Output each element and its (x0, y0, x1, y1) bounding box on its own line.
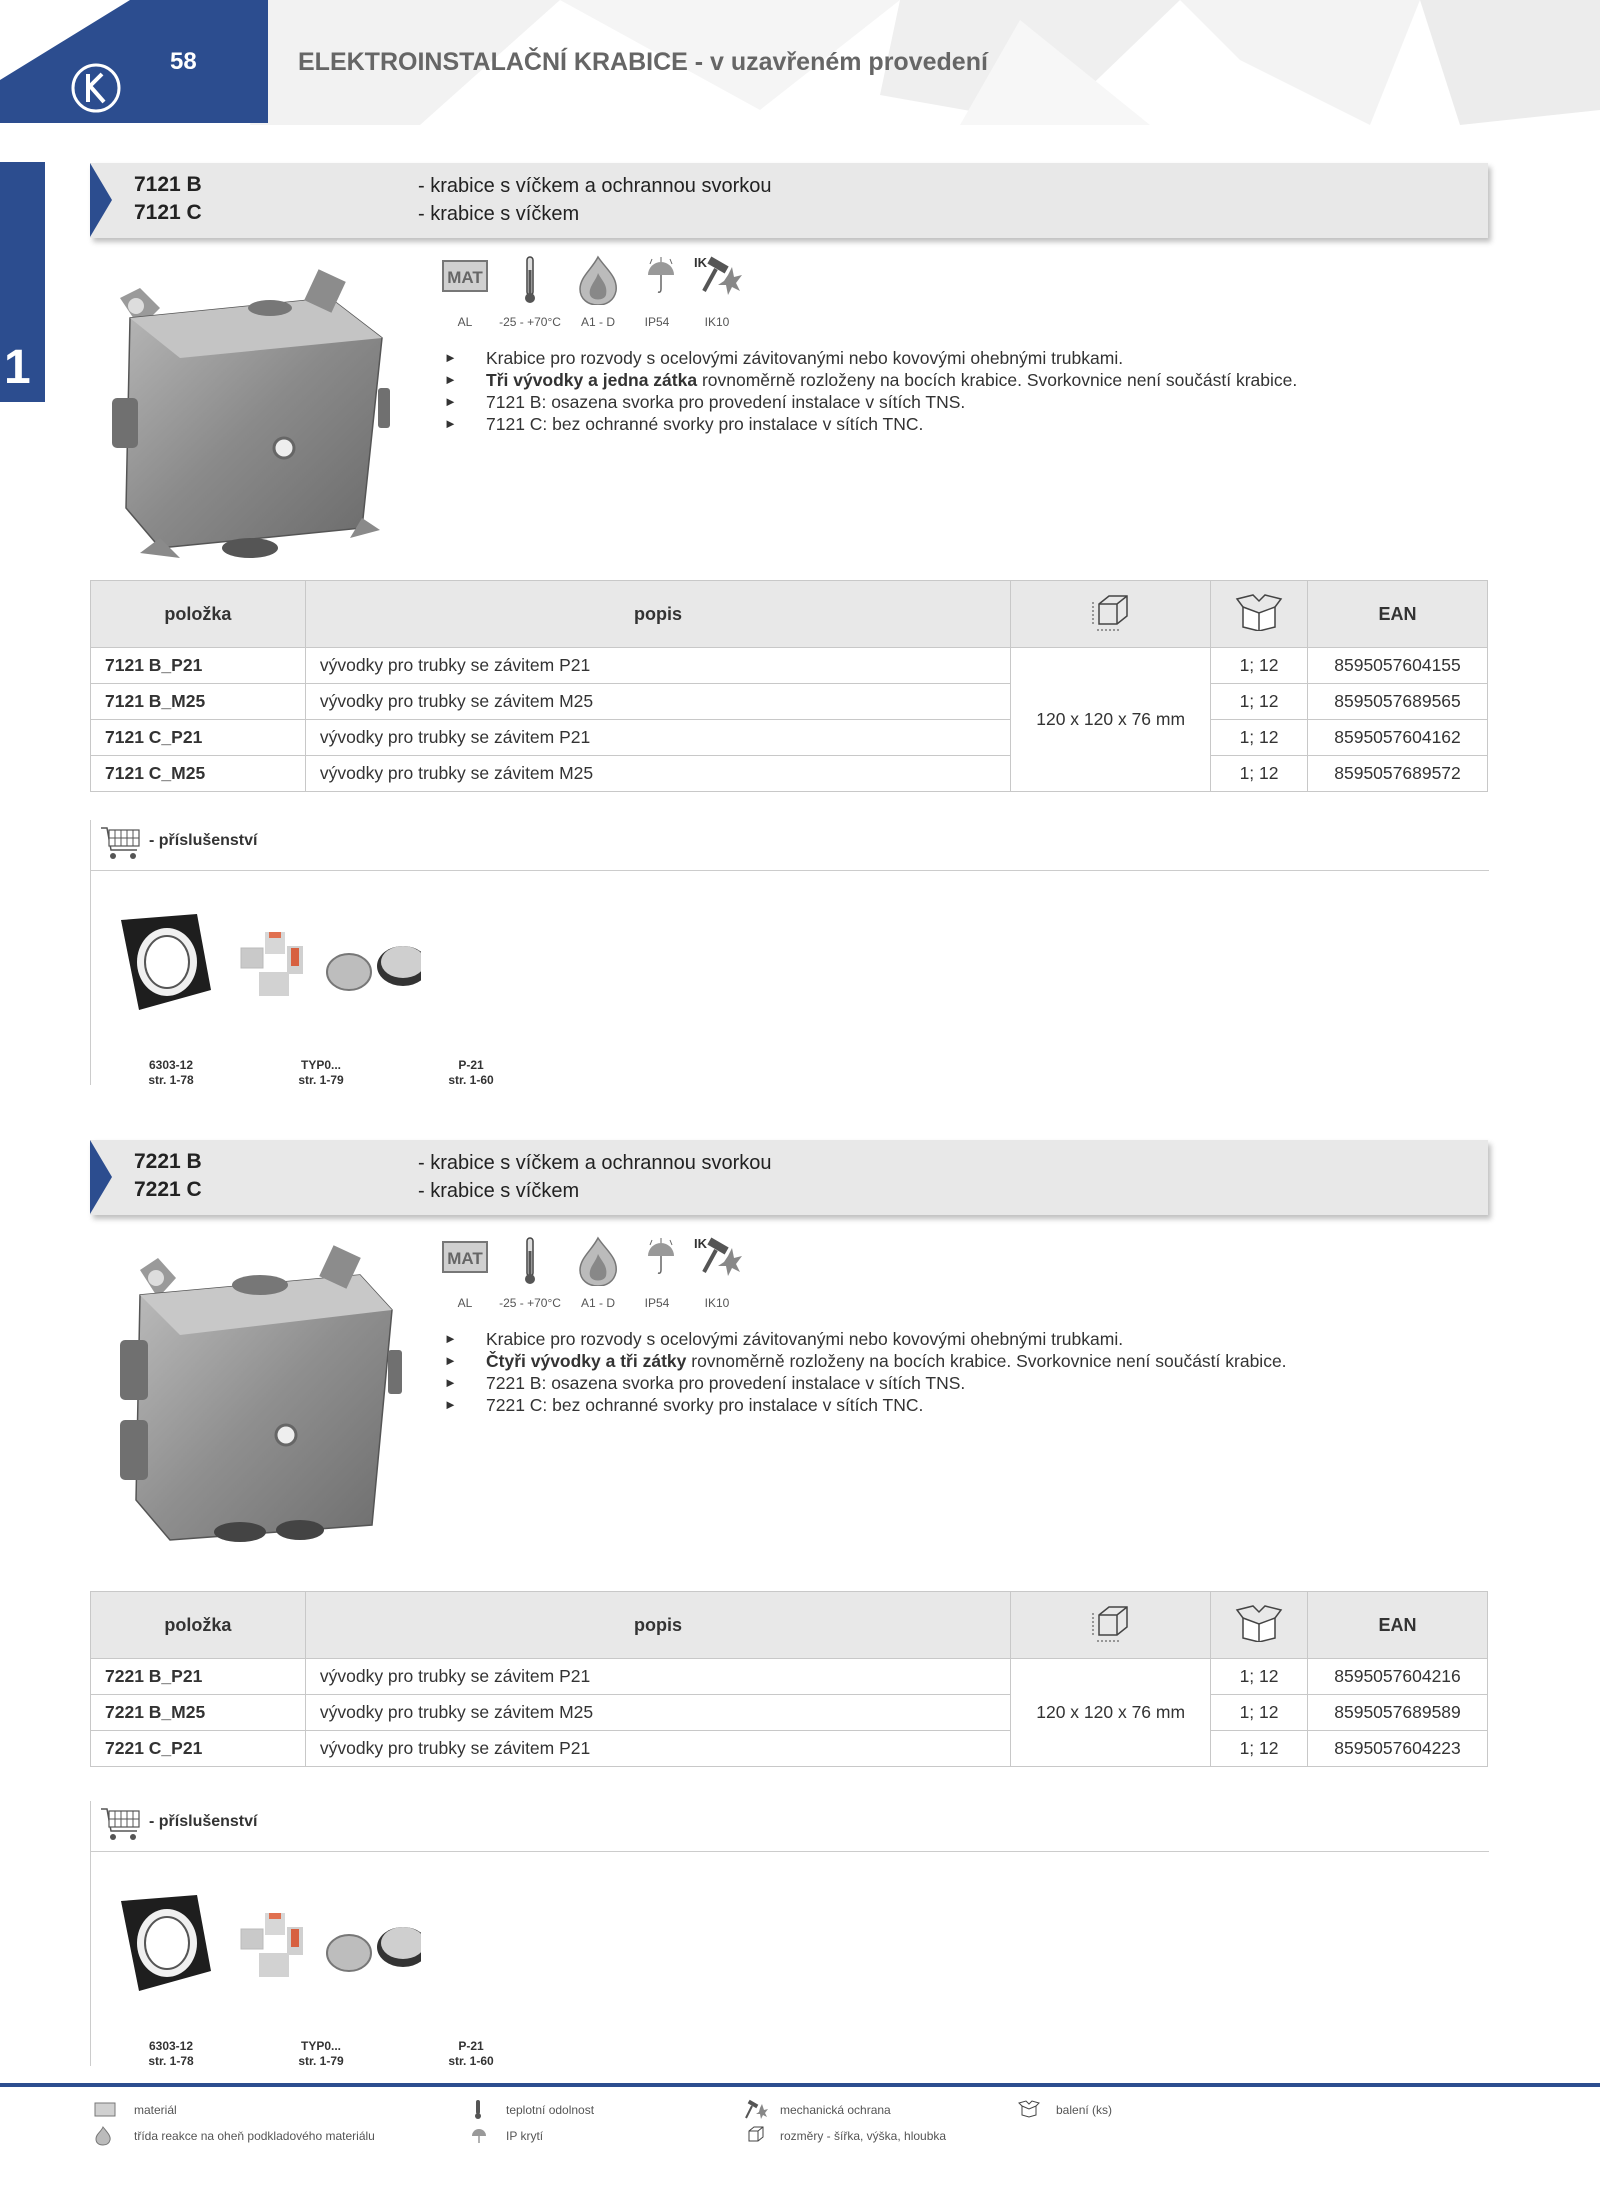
table-row (91, 756, 1488, 792)
cell-packaging: 1; 12 (1211, 720, 1308, 756)
property-icons (440, 1236, 770, 1326)
legend-material: materiál (134, 2103, 177, 2117)
product-description: - krabice s víčkem (418, 203, 580, 225)
column-header-packaging (1211, 581, 1308, 648)
product-code: 7121 B (134, 173, 202, 196)
icon-label: IP54 (644, 1296, 670, 1310)
icon-label: AL (457, 315, 473, 329)
product-header-bar (90, 1140, 1488, 1215)
cell-code: 7121 C_M25 (91, 756, 306, 792)
cell-ean: 8595057689572 (1308, 756, 1488, 792)
column-header-packaging (1211, 1592, 1308, 1659)
page-title: ELEKTROINSTALAČNÍ KRABICE - v uzavřeném provedení (298, 48, 988, 76)
ip-rain-icon (644, 1236, 678, 1285)
accessories-section (90, 1801, 1488, 2066)
thermometer-icon (474, 2099, 482, 2119)
icon-label: -25 - +70°C (499, 315, 561, 329)
icon-label: A1 - D (580, 315, 615, 329)
cell-code: 7121 C_P21 (91, 720, 306, 756)
legend-fire: třída reakce na oheň podkladového materiálu (134, 2129, 375, 2143)
accessories-title: - příslušenství (149, 1813, 258, 1830)
bullet-arrow-icon: ► (444, 1397, 457, 1412)
ik-icon-text: IK (694, 255, 707, 270)
cell-packaging: 1; 12 (1211, 684, 1308, 720)
property-icons (440, 255, 770, 345)
accessory-item[interactable]: 6303-12 str. 1-78 (148, 2039, 194, 2068)
packaging-box-icon (1018, 2100, 1040, 2118)
shopping-cart-icon (99, 822, 143, 862)
cell-ean: 8595057689565 (1308, 684, 1488, 720)
bullet-arrow-icon: ► (444, 1375, 457, 1390)
cell-code: 7221 B_M25 (91, 1695, 306, 1731)
icon-label: -25 - +70°C (499, 1296, 561, 1310)
ip-rain-icon (470, 2127, 488, 2145)
accessory-item[interactable]: 6303-12 str. 1-78 (148, 1058, 194, 1087)
table-header-row (91, 581, 1488, 648)
cell-code: 7121 B_M25 (91, 684, 306, 720)
mat-icon-text: MAT (447, 1249, 483, 1268)
table-row (91, 684, 1488, 720)
legend-ip: IP krytí (506, 2129, 544, 2143)
cell-packaging: 1; 12 (1211, 756, 1308, 792)
bullet-arrow-icon: ► (444, 1353, 457, 1368)
icon-label: IK10 (704, 315, 730, 329)
feature-item: ► Čtyři vývodky a tři zátky rovnoměrně rozloženy na bocích krabice. Svorkovnice není součástí krabice. (444, 1351, 1287, 1371)
column-header-item: položka (91, 581, 306, 648)
column-header-ean: EAN (1308, 581, 1488, 648)
cell-description: vývodky pro trubky se závitem P21 (305, 1731, 1010, 1767)
legend-dimensions: rozměry - šířka, výška, hloubka (780, 2129, 947, 2143)
divider (91, 1851, 1489, 1852)
product-code: 7121 C (134, 201, 202, 224)
cell-packaging: 1; 12 (1211, 648, 1308, 684)
cell-description: vývodky pro trubky se závitem M25 (305, 684, 1010, 720)
arrow-marker (90, 163, 112, 237)
table-header-row (91, 1592, 1488, 1659)
product-photo (110, 1240, 410, 1545)
bullet-arrow-icon: ► (444, 1331, 457, 1346)
accessories-section (90, 820, 1488, 1085)
feature-item: ► Tři vývodky a jedna zátka rovnoměrně rozloženy na bocích krabice. Svorkovnice není součástí krabice. (444, 370, 1298, 390)
cell-dimensions: 120 x 120 x 76 mm (1011, 648, 1211, 792)
product-code: 7221 B (134, 1150, 202, 1173)
column-header-dimensions (1011, 1592, 1211, 1659)
table-row (91, 720, 1488, 756)
flame-icon (94, 2126, 112, 2146)
cell-ean: 8595057604162 (1308, 720, 1488, 756)
cell-ean: 8595057604216 (1308, 1659, 1488, 1695)
accessory-item[interactable]: P-21 str. 1-60 (448, 2039, 494, 2068)
cell-description: vývodky pro trubky se závitem P21 (305, 1659, 1010, 1695)
table-row (91, 1659, 1488, 1695)
column-header-description: popis (305, 1592, 1010, 1659)
feature-item: ► 7221 B: osazena svorka pro provedení instalace v sítích TNS. (444, 1373, 966, 1393)
icon-label: A1 - D (580, 1296, 615, 1310)
mat-icon-text: MAT (447, 268, 483, 287)
product-table (90, 580, 1488, 792)
mat-icon (442, 260, 488, 297)
icon-label: IP54 (644, 315, 670, 329)
mat-icon (442, 1241, 488, 1278)
ik-hammer-icon (690, 1234, 742, 1283)
icon-label: IK10 (704, 1296, 730, 1310)
section-number: 1 (4, 341, 31, 394)
feature-item: ► 7221 C: bez ochranné svorky pro instalace v sítích TNC. (444, 1395, 924, 1415)
cell-packaging: 1; 12 (1211, 1731, 1308, 1767)
product-header-bar (90, 163, 1488, 238)
ip-rain-icon (644, 255, 678, 304)
flame-icon (576, 1236, 620, 1291)
cell-packaging: 1; 12 (1211, 1659, 1308, 1695)
bullet-arrow-icon: ► (444, 394, 457, 409)
bullet-arrow-icon: ► (444, 372, 457, 387)
column-header-ean: EAN (1308, 1592, 1488, 1659)
legend-packaging: balení (ks) (1056, 2103, 1113, 2117)
cell-description: vývodky pro trubky se závitem M25 (305, 756, 1010, 792)
thermometer-icon (522, 255, 538, 310)
divider (91, 870, 1489, 871)
feature-list (444, 347, 1444, 435)
bullet-arrow-icon: ► (444, 416, 457, 431)
cell-dimensions: 120 x 120 x 76 mm (1011, 1659, 1211, 1767)
feature-item: ► 7121 B: osazena svorka pro provedení instalace v sítích TNS. (444, 392, 966, 412)
cell-description: vývodky pro trubky se závitem P21 (305, 648, 1010, 684)
accessory-item[interactable]: TYP0... str. 1-79 (298, 2039, 344, 2068)
cell-ean: 8595057689589 (1308, 1695, 1488, 1731)
feature-item: ► Krabice pro rozvody s ocelovými závitovanými nebo kovovými ohebnými trubkami. (444, 348, 1124, 368)
header-tab (0, 0, 268, 123)
column-header-description: popis (305, 581, 1010, 648)
product-table (90, 1591, 1488, 1767)
thermometer-icon (522, 1236, 538, 1291)
dimensions-cube-icon (1089, 592, 1133, 632)
column-header-item: položka (91, 1592, 306, 1659)
feature-item: ► 7121 C: bez ochranné svorky pro instalace v sítích TNC. (444, 414, 924, 434)
mat-icon (94, 2102, 116, 2117)
column-header-dimensions (1011, 581, 1211, 648)
flame-icon (576, 255, 620, 310)
table-row (91, 1695, 1488, 1731)
ik-hammer-icon (742, 2098, 768, 2120)
accessory-item[interactable]: TYP0... str. 1-79 (298, 1058, 344, 1087)
accessories-title: - příslušenství (149, 832, 258, 849)
dimensions-cube-icon (1089, 1603, 1133, 1643)
cell-ean: 8595057604223 (1308, 1731, 1488, 1767)
accessories-photos (111, 910, 421, 1030)
accessories-photos (111, 1891, 421, 2011)
accessory-item[interactable]: P-21 str. 1-60 (448, 1058, 494, 1087)
cell-code: 7221 C_P21 (91, 1731, 306, 1767)
company-logo (70, 62, 122, 114)
icon-label: AL (457, 1296, 473, 1310)
product-description: - krabice s víčkem a ochrannou svorkou (418, 175, 772, 197)
cell-packaging: 1; 12 (1211, 1695, 1308, 1731)
bullet-arrow-icon: ► (444, 350, 457, 365)
cell-description: vývodky pro trubky se závitem P21 (305, 720, 1010, 756)
product-description: - krabice s víčkem (418, 1180, 580, 1202)
packaging-box-icon (1235, 593, 1283, 631)
cell-code: 7121 B_P21 (91, 648, 306, 684)
table-row (91, 648, 1488, 684)
feature-item: ► Krabice pro rozvody s ocelovými závitovanými nebo kovovými ohebnými trubkami. (444, 1329, 1124, 1349)
legend-temperature: teplotní odolnost (506, 2103, 595, 2117)
arrow-marker (90, 1140, 112, 1214)
page-number: 58 (170, 48, 197, 75)
dimensions-cube-icon (744, 2125, 766, 2145)
packaging-box-icon (1235, 1604, 1283, 1642)
footer-divider (0, 2083, 1600, 2087)
product-description: - krabice s víčkem a ochrannou svorkou (418, 1152, 772, 1174)
shopping-cart-icon (99, 1803, 143, 1843)
ik-icon-text: IK (694, 1236, 707, 1251)
legend-mechanical: mechanická ochrana (780, 2103, 891, 2117)
cell-code: 7221 B_P21 (91, 1659, 306, 1695)
feature-list (444, 1328, 1444, 1416)
product-photo (100, 268, 390, 560)
product-code: 7221 C (134, 1178, 202, 1201)
cell-description: vývodky pro trubky se závitem M25 (305, 1695, 1010, 1731)
cell-ean: 8595057604155 (1308, 648, 1488, 684)
ik-hammer-icon (690, 253, 742, 302)
table-row (91, 1731, 1488, 1767)
